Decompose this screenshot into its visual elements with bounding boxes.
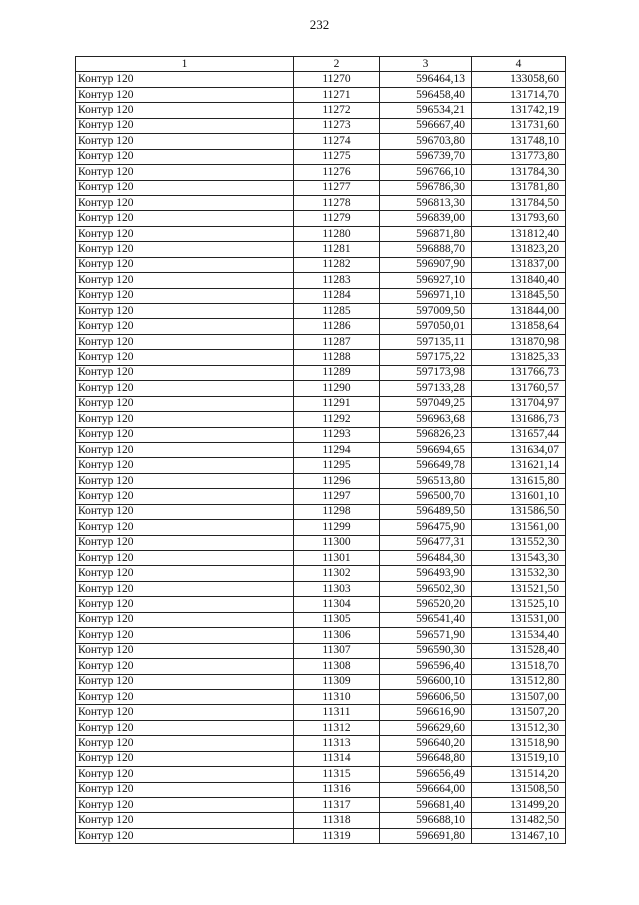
y-coordinate-cell: 131773,80	[472, 149, 566, 164]
y-coordinate-cell: 131870,98	[472, 334, 566, 349]
contour-name-cell: Контур 120	[76, 782, 294, 797]
table-row	[76, 643, 566, 658]
x-coordinate-cell: 596484,30	[380, 551, 472, 566]
x-coordinate-cell: 596688,10	[380, 813, 472, 828]
table-row	[76, 87, 566, 102]
x-coordinate-cell: 597175,22	[380, 350, 472, 365]
y-coordinate-cell: 131552,30	[472, 535, 566, 550]
contour-name-cell: Контур 120	[76, 304, 294, 319]
contour-name-cell: Контур 120	[76, 798, 294, 813]
column-header-3: 3	[380, 57, 472, 72]
x-coordinate-cell: 596667,40	[380, 118, 472, 133]
table-row	[76, 720, 566, 735]
point-number-cell: 11288	[294, 350, 380, 365]
x-coordinate-cell: 596648,80	[380, 751, 472, 766]
y-coordinate-cell: 131657,44	[472, 427, 566, 442]
x-coordinate-cell: 596839,00	[380, 211, 472, 226]
point-number-cell: 11297	[294, 489, 380, 504]
point-number-cell: 11275	[294, 149, 380, 164]
y-coordinate-cell: 131561,00	[472, 520, 566, 535]
x-coordinate-cell: 596681,40	[380, 798, 472, 813]
contour-name-cell: Контур 120	[76, 242, 294, 257]
x-coordinate-cell: 596826,23	[380, 427, 472, 442]
point-number-cell: 11286	[294, 319, 380, 334]
table-row	[76, 195, 566, 210]
x-coordinate-cell: 597133,28	[380, 381, 472, 396]
point-number-cell: 11294	[294, 442, 380, 457]
x-coordinate-cell: 596520,20	[380, 597, 472, 612]
point-number-cell: 11306	[294, 628, 380, 643]
point-number-cell: 11303	[294, 581, 380, 596]
y-coordinate-cell: 131760,57	[472, 381, 566, 396]
point-number-cell: 11312	[294, 720, 380, 735]
contour-name-cell: Контур 120	[76, 149, 294, 164]
point-number-cell: 11278	[294, 195, 380, 210]
y-coordinate-cell: 131766,73	[472, 365, 566, 380]
table-row	[76, 242, 566, 257]
x-coordinate-cell: 596664,00	[380, 782, 472, 797]
y-coordinate-cell: 131512,30	[472, 720, 566, 735]
contour-name-cell: Контур 120	[76, 365, 294, 380]
point-number-cell: 11270	[294, 72, 380, 87]
x-coordinate-cell: 596786,30	[380, 180, 472, 195]
contour-name-cell: Контур 120	[76, 118, 294, 133]
contour-name-cell: Контур 120	[76, 195, 294, 210]
table-row	[76, 350, 566, 365]
x-coordinate-cell: 596739,70	[380, 149, 472, 164]
contour-name-cell: Контур 120	[76, 689, 294, 704]
y-coordinate-cell: 131845,50	[472, 288, 566, 303]
point-number-cell: 11284	[294, 288, 380, 303]
y-coordinate-cell: 131601,10	[472, 489, 566, 504]
table-row	[76, 736, 566, 751]
contour-name-cell: Контур 120	[76, 643, 294, 658]
x-coordinate-cell: 596971,10	[380, 288, 472, 303]
table-row	[76, 551, 566, 566]
table-row	[76, 103, 566, 118]
table-row	[76, 689, 566, 704]
y-coordinate-cell: 131781,80	[472, 180, 566, 195]
point-number-cell: 11305	[294, 612, 380, 627]
point-number-cell: 11277	[294, 180, 380, 195]
table-header	[76, 57, 566, 72]
point-number-cell: 11280	[294, 226, 380, 241]
table-row	[76, 257, 566, 272]
y-coordinate-cell: 131467,10	[472, 828, 566, 843]
x-coordinate-cell: 596629,60	[380, 720, 472, 735]
point-number-cell: 11279	[294, 211, 380, 226]
point-number-cell: 11291	[294, 396, 380, 411]
point-number-cell: 11295	[294, 458, 380, 473]
y-coordinate-cell: 131812,40	[472, 226, 566, 241]
y-coordinate-cell: 131742,19	[472, 103, 566, 118]
point-number-cell: 11313	[294, 736, 380, 751]
table-row	[76, 628, 566, 643]
point-number-cell: 11310	[294, 689, 380, 704]
table-row	[76, 304, 566, 319]
table-row	[76, 412, 566, 427]
y-coordinate-cell: 131531,00	[472, 612, 566, 627]
point-number-cell: 11302	[294, 566, 380, 581]
point-number-cell: 11317	[294, 798, 380, 813]
table-row	[76, 365, 566, 380]
contour-name-cell: Контур 120	[76, 612, 294, 627]
y-coordinate-cell: 131748,10	[472, 134, 566, 149]
y-coordinate-cell: 131686,73	[472, 412, 566, 427]
table-row	[76, 520, 566, 535]
y-coordinate-cell: 131521,50	[472, 581, 566, 596]
contour-name-cell: Контур 120	[76, 180, 294, 195]
x-coordinate-cell: 596766,10	[380, 165, 472, 180]
point-number-cell: 11304	[294, 597, 380, 612]
table-row	[76, 226, 566, 241]
contour-name-cell: Контур 120	[76, 288, 294, 303]
contour-name-cell: Контур 120	[76, 535, 294, 550]
table-row	[76, 828, 566, 843]
y-coordinate-cell: 131512,80	[472, 674, 566, 689]
table-row	[76, 504, 566, 519]
table-row	[76, 273, 566, 288]
table-row	[76, 165, 566, 180]
y-coordinate-cell: 131482,50	[472, 813, 566, 828]
x-coordinate-cell: 596871,80	[380, 226, 472, 241]
y-coordinate-cell: 131858,64	[472, 319, 566, 334]
contour-name-cell: Контур 120	[76, 566, 294, 581]
x-coordinate-cell: 596649,78	[380, 458, 472, 473]
y-coordinate-cell: 131499,20	[472, 798, 566, 813]
x-coordinate-cell: 596606,50	[380, 689, 472, 704]
column-header-2: 2	[294, 57, 380, 72]
contour-name-cell: Контур 120	[76, 72, 294, 87]
contour-name-cell: Контур 120	[76, 165, 294, 180]
table-row	[76, 134, 566, 149]
table-row	[76, 597, 566, 612]
y-coordinate-cell: 131823,20	[472, 242, 566, 257]
x-coordinate-cell: 596590,30	[380, 643, 472, 658]
contour-name-cell: Контур 120	[76, 134, 294, 149]
x-coordinate-cell: 596616,90	[380, 705, 472, 720]
y-coordinate-cell: 131519,10	[472, 751, 566, 766]
table-row	[76, 674, 566, 689]
x-coordinate-cell: 596596,40	[380, 659, 472, 674]
contour-name-cell: Контур 120	[76, 319, 294, 334]
x-coordinate-cell: 597135,11	[380, 334, 472, 349]
table-row	[76, 427, 566, 442]
table-row	[76, 288, 566, 303]
table-row	[76, 581, 566, 596]
point-number-cell: 11298	[294, 504, 380, 519]
contour-name-cell: Контур 120	[76, 257, 294, 272]
table-row	[76, 798, 566, 813]
point-number-cell: 11272	[294, 103, 380, 118]
x-coordinate-cell: 596500,70	[380, 489, 472, 504]
x-coordinate-cell: 596656,49	[380, 767, 472, 782]
y-coordinate-cell: 131532,30	[472, 566, 566, 581]
table-row	[76, 659, 566, 674]
page-number: 232	[309, 17, 330, 32]
contour-name-cell: Контур 120	[76, 412, 294, 427]
x-coordinate-cell: 596927,10	[380, 273, 472, 288]
contour-name-cell: Контур 120	[76, 736, 294, 751]
y-coordinate-cell: 131543,30	[472, 551, 566, 566]
x-coordinate-cell: 597009,50	[380, 304, 472, 319]
y-coordinate-cell: 131793,60	[472, 211, 566, 226]
x-coordinate-cell: 596489,50	[380, 504, 472, 519]
x-coordinate-cell: 596475,90	[380, 520, 472, 535]
x-coordinate-cell: 596907,90	[380, 257, 472, 272]
x-coordinate-cell: 597049,25	[380, 396, 472, 411]
y-coordinate-cell: 133058,60	[472, 72, 566, 87]
x-coordinate-cell: 596534,21	[380, 103, 472, 118]
contour-name-cell: Контур 120	[76, 458, 294, 473]
table-row	[76, 72, 566, 87]
x-coordinate-cell: 596640,20	[380, 736, 472, 751]
y-coordinate-cell: 131534,40	[472, 628, 566, 643]
y-coordinate-cell: 131586,50	[472, 504, 566, 519]
table-row	[76, 118, 566, 133]
y-coordinate-cell: 131507,00	[472, 689, 566, 704]
point-number-cell: 11299	[294, 520, 380, 535]
table-row	[76, 566, 566, 581]
contour-name-cell: Контур 120	[76, 551, 294, 566]
table-row	[76, 782, 566, 797]
contour-name-cell: Контур 120	[76, 334, 294, 349]
table-row	[76, 535, 566, 550]
point-number-cell: 11276	[294, 165, 380, 180]
contour-name-cell: Контур 120	[76, 211, 294, 226]
table-row	[76, 396, 566, 411]
point-number-cell: 11285	[294, 304, 380, 319]
contour-name-cell: Контур 120	[76, 396, 294, 411]
contour-name-cell: Контур 120	[76, 442, 294, 457]
y-coordinate-cell: 131784,30	[472, 165, 566, 180]
point-number-cell: 11287	[294, 334, 380, 349]
x-coordinate-cell: 596888,70	[380, 242, 472, 257]
table-row	[76, 180, 566, 195]
y-coordinate-cell: 131704,97	[472, 396, 566, 411]
y-coordinate-cell: 131784,50	[472, 195, 566, 210]
contour-name-cell: Контур 120	[76, 87, 294, 102]
y-coordinate-cell: 131621,14	[472, 458, 566, 473]
contour-name-cell: Контур 120	[76, 103, 294, 118]
point-number-cell: 11315	[294, 767, 380, 782]
contour-name-cell: Контур 120	[76, 720, 294, 735]
y-coordinate-cell: 131528,40	[472, 643, 566, 658]
point-number-cell: 11314	[294, 751, 380, 766]
x-coordinate-cell: 596694,65	[380, 442, 472, 457]
point-number-cell: 11311	[294, 705, 380, 720]
table-row	[76, 211, 566, 226]
contour-name-cell: Контур 120	[76, 427, 294, 442]
column-header-1: 1	[76, 57, 294, 72]
point-number-cell: 11296	[294, 473, 380, 488]
y-coordinate-cell: 131714,70	[472, 87, 566, 102]
table-row	[76, 473, 566, 488]
x-coordinate-cell: 596813,30	[380, 195, 472, 210]
y-coordinate-cell: 131840,40	[472, 273, 566, 288]
contour-name-cell: Контур 120	[76, 828, 294, 843]
y-coordinate-cell: 131508,50	[472, 782, 566, 797]
x-coordinate-cell: 596464,13	[380, 72, 472, 87]
column-header-4: 4	[472, 57, 566, 72]
point-number-cell: 11301	[294, 551, 380, 566]
contour-name-cell: Контур 120	[76, 226, 294, 241]
contour-name-cell: Контур 120	[76, 489, 294, 504]
contour-name-cell: Контур 120	[76, 659, 294, 674]
x-coordinate-cell: 596502,30	[380, 581, 472, 596]
contour-name-cell: Контур 120	[76, 273, 294, 288]
table-row	[76, 751, 566, 766]
x-coordinate-cell: 596493,90	[380, 566, 472, 581]
table-row	[76, 458, 566, 473]
point-number-cell: 11293	[294, 427, 380, 442]
point-number-cell: 11292	[294, 412, 380, 427]
table-row	[76, 442, 566, 457]
y-coordinate-cell: 131518,70	[472, 659, 566, 674]
table-row	[76, 705, 566, 720]
point-number-cell: 11271	[294, 87, 380, 102]
point-number-cell: 11274	[294, 134, 380, 149]
x-coordinate-cell: 596541,40	[380, 612, 472, 627]
table-row	[76, 381, 566, 396]
x-coordinate-cell: 597050,01	[380, 319, 472, 334]
table-row	[76, 612, 566, 627]
point-number-cell: 11300	[294, 535, 380, 550]
x-coordinate-cell: 597173,98	[380, 365, 472, 380]
table-row	[76, 334, 566, 349]
point-number-cell: 11283	[294, 273, 380, 288]
y-coordinate-cell: 131837,00	[472, 257, 566, 272]
y-coordinate-cell: 131731,60	[472, 118, 566, 133]
y-coordinate-cell: 131518,90	[472, 736, 566, 751]
contour-name-cell: Контур 120	[76, 381, 294, 396]
table-row	[76, 813, 566, 828]
point-number-cell: 11319	[294, 828, 380, 843]
table-row	[76, 319, 566, 334]
contour-name-cell: Контур 120	[76, 813, 294, 828]
y-coordinate-cell: 131514,20	[472, 767, 566, 782]
point-number-cell: 11316	[294, 782, 380, 797]
contour-name-cell: Контур 120	[76, 504, 294, 519]
table-row	[76, 767, 566, 782]
contour-name-cell: Контур 120	[76, 628, 294, 643]
point-number-cell: 11290	[294, 381, 380, 396]
point-number-cell: 11308	[294, 659, 380, 674]
x-coordinate-cell: 596963,68	[380, 412, 472, 427]
point-number-cell: 11273	[294, 118, 380, 133]
y-coordinate-cell: 131844,00	[472, 304, 566, 319]
table-body	[76, 72, 566, 844]
x-coordinate-cell: 596458,40	[380, 87, 472, 102]
contour-name-cell: Контур 120	[76, 473, 294, 488]
contour-name-cell: Контур 120	[76, 597, 294, 612]
contour-name-cell: Контур 120	[76, 705, 294, 720]
table-row	[76, 489, 566, 504]
header-row	[76, 57, 566, 72]
point-number-cell: 11281	[294, 242, 380, 257]
contour-name-cell: Контур 120	[76, 350, 294, 365]
contour-name-cell: Контур 120	[76, 581, 294, 596]
y-coordinate-cell: 131615,80	[472, 473, 566, 488]
y-coordinate-cell: 131525,10	[472, 597, 566, 612]
point-number-cell: 11307	[294, 643, 380, 658]
y-coordinate-cell: 131507,20	[472, 705, 566, 720]
coordinates-table	[75, 56, 566, 844]
point-number-cell: 11282	[294, 257, 380, 272]
contour-name-cell: Контур 120	[76, 751, 294, 766]
point-number-cell: 11289	[294, 365, 380, 380]
x-coordinate-cell: 596513,80	[380, 473, 472, 488]
x-coordinate-cell: 596691,80	[380, 828, 472, 843]
contour-name-cell: Контур 120	[76, 767, 294, 782]
y-coordinate-cell: 131634,07	[472, 442, 566, 457]
x-coordinate-cell: 596571,90	[380, 628, 472, 643]
point-number-cell: 11318	[294, 813, 380, 828]
contour-name-cell: Контур 120	[76, 520, 294, 535]
x-coordinate-cell: 596703,80	[380, 134, 472, 149]
table-row	[76, 149, 566, 164]
y-coordinate-cell: 131825,33	[472, 350, 566, 365]
point-number-cell: 11309	[294, 674, 380, 689]
x-coordinate-cell: 596477,31	[380, 535, 472, 550]
x-coordinate-cell: 596600,10	[380, 674, 472, 689]
contour-name-cell: Контур 120	[76, 674, 294, 689]
